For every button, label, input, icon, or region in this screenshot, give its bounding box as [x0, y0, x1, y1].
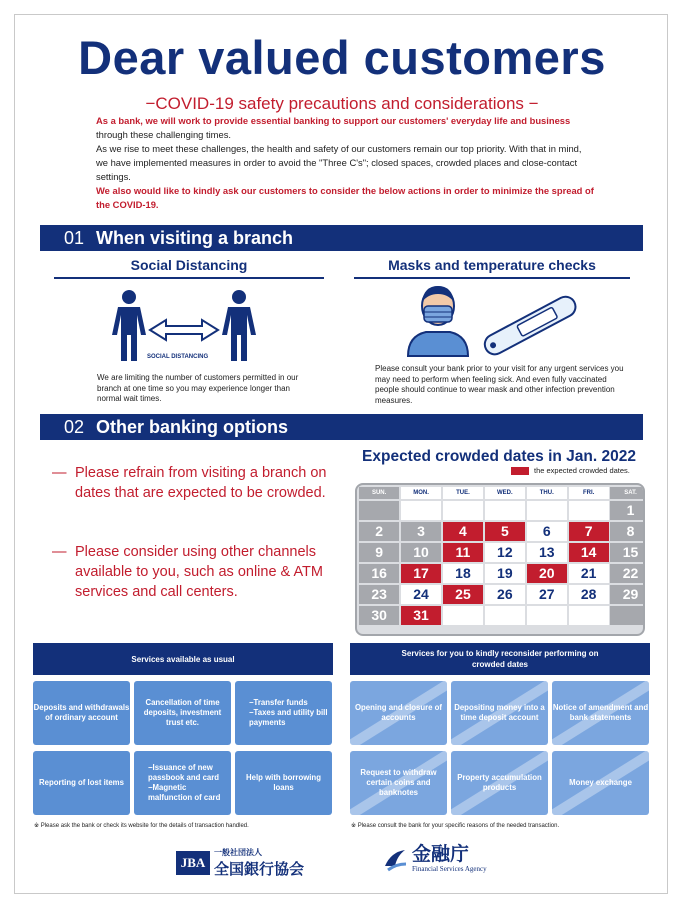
services-reconsider-note: ※ Please consult the bank for your specific reasons of the needed transaction.	[351, 823, 560, 829]
calendar-day-cell: 9	[359, 543, 399, 562]
intro-paragraph-2: As we rise to meet these challenges, the health and safety of our customers remain our top priority. With that in mind, we have implemented measures in order to avoid the "Three C's"; closed spaces, crowded places and close-contact settings.	[96, 143, 582, 182]
jba-name: 全国銀行協会	[214, 861, 305, 878]
calendar-day-cell	[610, 606, 645, 625]
crowded-swatch	[511, 467, 529, 475]
section-1-header: 01 When visiting a branch	[40, 225, 643, 251]
service-label: Property accumulation products	[457, 773, 542, 792]
masks-heading: Masks and temperature checks	[388, 257, 596, 273]
calendar-day-header: SAT.	[610, 487, 645, 499]
calendar-day-cell: 21	[569, 564, 609, 583]
calendar-day-cell: 6	[527, 522, 567, 541]
calendar-day-cell: 10	[401, 543, 441, 562]
calendar-day-cell: 18	[443, 564, 483, 583]
service-card	[552, 681, 649, 745]
service-card	[134, 681, 231, 745]
calendar-day-cell: 14	[569, 543, 609, 562]
calendar-day-header: SUN.	[359, 487, 399, 499]
calendar-day-cell: 24	[401, 585, 441, 604]
calendar-legend: the expected crowded dates.	[511, 466, 630, 475]
calendar-day-cell: 1	[610, 501, 645, 520]
service-card	[451, 751, 548, 815]
calendar-day-cell	[443, 606, 483, 625]
calendar-day-cell: 27	[527, 585, 567, 604]
service-card	[235, 751, 332, 815]
calendar-day-cell	[485, 501, 525, 520]
intro-text	[96, 114, 596, 212]
service-label: Reporting of lost items	[39, 778, 124, 787]
calendar-day-cell	[485, 606, 525, 625]
service-label: −Transfer funds −Taxes and utility bill payments	[249, 698, 328, 727]
calendar-day-cell: 16	[359, 564, 399, 583]
calendar-day-cell: 28	[569, 585, 609, 604]
calendar-day-cell	[527, 606, 567, 625]
calendar-day-cell	[527, 501, 567, 520]
services-usual-heading: Services available as usual	[33, 643, 333, 675]
fsa-english-name: Financial Services Agency	[412, 865, 487, 873]
poster: Dear valued customers −COVID-19 safety precautions and considerations − As a bank, we will work to provide essential banking to support our customers' everyday life and business through these challenging times. As we rise to meet these challenges, the health and safety of our customers remain our top priority. With that in mind, we have implemented measures in order to avoid the "Three C's"; closed spaces, crowded places and close-contact settings. We also would like to kindly ask our customers to consider the below actions in order to minimize the spread of the COVID-19. 01 When visiting a branch Social Distancing Masks and temperature checks SOCIAL DISTANCING We are limiting the number of customers permitted in our branch at one time so you may experience longer than normal wait times. Please consult your bank prior to your visit for any urgent services you may need to perform when feeling sick. And even fully vaccinated people should continue to wear mask and other infection prevention measures. 02 Other banking options — Please refrain from visiting a branch on dates that are expected to be crowded. — Please consider using other channels available to you, such as online & ATM services and call centers. Expected crowded dates in Jan. 2022 the expected crowded dates. SUN. MON. TUE. WED. THU. FRI. SAT. 1 2 3 4 5 6 7 8 9 10 11 12 13 14 15 16 17 18 19 20 21 22 23 24 25 26 27 28 29 30 31 Services available as usual Deposits and withdrawals of ordinary account Cancellation of time deposits, investment trust etc. −Transfer funds −Taxes and utility bill payments Reporting of lost items −Issuance of new passbook and card −Magnetic malfunction of card Help with borrowing loans ※ Please ask the bank or check its website for the details of transaction handled. Services for you to kindly reconsider performing on crowded dates Opening and closure of accounts Depositing money into a time deposit account Notice of amendment and bank statements Request to withdraw certain coins and banknotes Property accumulation products Money exchange ※ Please consult the bank for your specific reasons of the needed transaction. JBA 一般社団法人 全国銀行協会 金融庁 Financial Services Agency	[0, 0, 684, 909]
calendar-day-header: THU.	[527, 487, 567, 499]
intro-paragraph-3: We also would like to kindly ask our customers to consider the below actions in order to minimize the spread of the COVID-19.	[96, 185, 594, 210]
service-card	[33, 751, 130, 815]
intro-paragraph-1: As a bank, we will work to provide essential banking to support our customers' everyday life and business through these challenging times.	[96, 115, 571, 140]
calendar-day-cell: 15	[610, 543, 645, 562]
service-label: Depositing money into a time deposit account	[454, 703, 545, 722]
calendar-day-cell: 13	[527, 543, 567, 562]
service-card	[350, 681, 447, 745]
calendar-day-header: WED.	[485, 487, 525, 499]
service-label: Request to withdraw certain coins and banknotes	[360, 768, 437, 797]
calendar-day-cell: 11	[443, 543, 483, 562]
service-card	[552, 751, 649, 815]
social-distancing-text: We are limiting the number of customers permitted in our branch at one time so you may experience longer than normal wait times.	[97, 373, 299, 403]
service-label: Money exchange	[569, 778, 632, 787]
fsa-name: 金融庁	[412, 844, 470, 865]
calendar-day-cell: 4	[443, 522, 483, 541]
services-usual-note: ※ Please ask the bank or check its website for the details of transaction handled.	[34, 823, 249, 829]
service-label: Notice of amendment and bank statements	[552, 703, 649, 722]
jba-small-text: 一般社団法人	[214, 848, 262, 857]
calendar-day-cell: 19	[485, 564, 525, 583]
calendar-day-cell: 3	[401, 522, 441, 541]
calendar-day-cell: 5	[485, 522, 525, 541]
calendar-day-header: MON.	[401, 487, 441, 499]
calendar-day-cell: 23	[359, 585, 399, 604]
jba-logo	[176, 847, 304, 879]
calendar-day-cell: 30	[359, 606, 399, 625]
calendar-day-header: FRI.	[569, 487, 609, 499]
calendar-day-cell: 29	[610, 585, 645, 604]
divider	[354, 277, 630, 279]
calendar-day-cell	[359, 501, 399, 520]
social-distancing-heading: Social Distancing	[130, 257, 248, 273]
page-title: Dear valued customers	[78, 31, 606, 84]
service-card	[33, 681, 130, 745]
calendar-day-cell	[569, 606, 609, 625]
masks-text: Please consult your bank prior to your visit for any urgent services you may need to perform when feeling sick. And even fully vaccinated people should continue to wear mask and other infection prevention measures.	[375, 364, 624, 405]
calendar-day-cell: 7	[569, 522, 609, 541]
service-card	[134, 751, 231, 815]
fsa-emblem-icon	[382, 846, 408, 872]
page-subtitle: −COVID-19 safety precautions and considerations −	[145, 94, 539, 113]
service-label: −Issuance of new passbook and card −Magnetic malfunction of card	[148, 763, 221, 802]
calendar-day-cell	[569, 501, 609, 520]
services-reconsider-heading: Services for you to kindly reconsider performing on crowded dates	[350, 643, 650, 675]
jba-mark: JBA	[176, 851, 210, 875]
service-label: Deposits and withdrawals of ordinary account	[33, 703, 130, 722]
calendar-day-cell: 20	[527, 564, 567, 583]
service-label: Help with borrowing loans	[246, 773, 321, 792]
divider	[54, 277, 324, 279]
social-distancing-label: SOCIAL DISTANCING	[147, 354, 209, 360]
calendar-title: Expected crowded dates in Jan. 2022	[362, 448, 636, 465]
calendar-day-cell: 25	[443, 585, 483, 604]
calendar-day-cell: 22	[610, 564, 645, 583]
fsa-logo	[382, 845, 487, 873]
crowded-dates-calendar	[355, 483, 645, 636]
service-card	[451, 681, 548, 745]
service-card	[235, 681, 332, 745]
calendar-day-cell	[401, 501, 441, 520]
calendar-day-cell	[443, 501, 483, 520]
calendar-day-cell: 31	[401, 606, 441, 625]
calendar-day-cell: 2	[359, 522, 399, 541]
calendar-day-cell: 8	[610, 522, 645, 541]
calendar-day-header: TUE.	[443, 487, 483, 499]
mask-thermometer-icon	[406, 284, 586, 359]
service-card	[350, 751, 447, 815]
section-2-header: 02 Other banking options	[40, 414, 643, 440]
calendar-day-cell: 17	[401, 564, 441, 583]
calendar-day-cell: 26	[485, 585, 525, 604]
service-label: Cancellation of time deposits, investment trust etc.	[143, 698, 222, 727]
calendar-day-cell: 12	[485, 543, 525, 562]
service-label: Opening and closure of accounts	[354, 703, 443, 722]
